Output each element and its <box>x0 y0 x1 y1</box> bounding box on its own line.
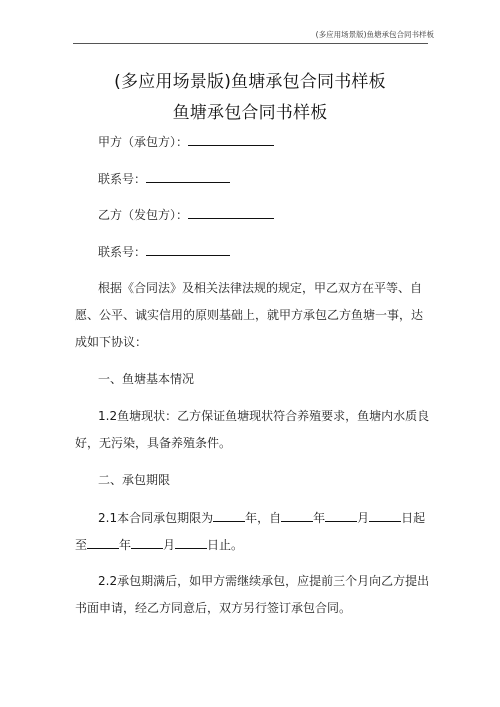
party-a-line <box>98 133 274 150</box>
clause-1-2-line-2: 好，无污染，具备养殖条件。 <box>75 436 232 450</box>
document-subtitle: 鱼塘承包合同书样板 <box>172 103 328 123</box>
end-year-blank[interactable] <box>87 536 119 549</box>
preamble-line-3: 成如下协议： <box>75 335 148 349</box>
start-year-unit: 年 <box>313 511 326 525</box>
contact-label-2: 联系号： <box>98 245 147 259</box>
end-day-unit: 日止。 <box>207 538 244 552</box>
clause-2-1-line-1 <box>98 509 425 526</box>
contact-label-1: 联系号： <box>98 172 147 186</box>
party-b-line <box>98 206 274 223</box>
start-day-unit: 日起 <box>401 511 426 525</box>
party-b-label: 乙方（发包方）： <box>98 208 189 222</box>
end-month-blank[interactable] <box>131 536 163 549</box>
preamble-line-1: 根据《合同法》及相关法律法规的规定，甲乙双方在平等、自 <box>98 281 423 295</box>
contact-blank-1[interactable] <box>146 170 230 183</box>
term-years-unit: 年，自 <box>245 511 282 525</box>
clause-2-1-prefix: 2.1本合同承包期限为 <box>98 511 214 525</box>
party-a-blank[interactable] <box>188 133 274 146</box>
party-b-blank[interactable] <box>188 206 274 219</box>
clause-1-2-line-1: 1.2鱼塘现状：乙方保证鱼塘现状符合养殖要求，鱼塘内水质良 <box>98 409 430 423</box>
clause-2-2-line-1: 2.2承包期满后，如甲方需继续承包，应提前三个月向乙方提出 <box>98 574 430 588</box>
term-years-blank[interactable] <box>213 509 245 522</box>
preamble-line-2: 愿、公平、诚实信用的原则基础上，就甲方承包乙方鱼塘一事，达 <box>75 308 424 322</box>
section-heading-2: 二、承包期限 <box>98 473 171 487</box>
section-heading-1: 一、鱼塘基本情况 <box>98 372 195 386</box>
start-month-unit: 月 <box>357 511 370 525</box>
start-month-blank[interactable] <box>325 509 357 522</box>
party-a-label: 甲方（承包方）： <box>98 135 189 149</box>
clause-2-1-line-2 <box>75 536 243 553</box>
end-month-unit: 月 <box>163 538 176 552</box>
start-year-blank[interactable] <box>281 509 313 522</box>
running-header: (多应用场景版)鱼塘承包合同书样板 <box>315 30 434 39</box>
contact-line-2 <box>98 243 230 260</box>
end-year-unit: 年 <box>119 538 132 552</box>
contact-blank-2[interactable] <box>146 243 230 256</box>
end-day-blank[interactable] <box>175 536 207 549</box>
start-day-blank[interactable] <box>369 509 401 522</box>
end-date-prefix: 至 <box>75 538 88 552</box>
clause-2-2-line-2: 书面申请，经乙方同意后，双方另行签订承包合同。 <box>75 601 352 615</box>
header-divider <box>73 43 428 44</box>
contact-line-1 <box>98 170 230 187</box>
document-title: (多应用场景版)鱼塘承包合同书样板 <box>114 72 386 92</box>
